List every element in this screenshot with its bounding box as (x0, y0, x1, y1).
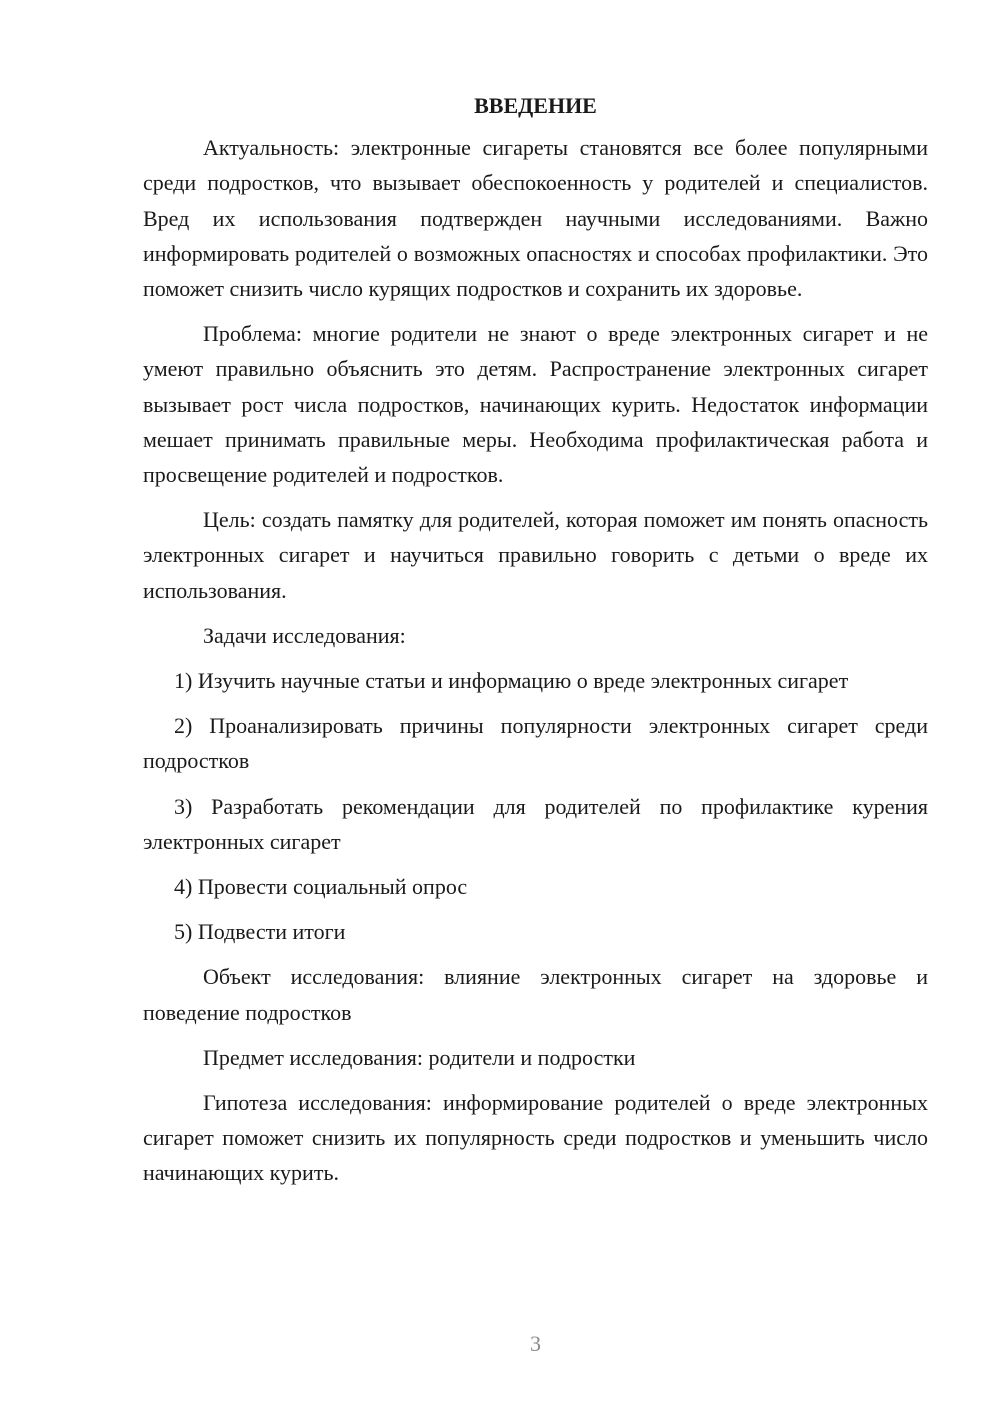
tasks-heading: Задачи исследования: (203, 622, 406, 648)
goal-paragraph: Цель: создать памятку для родителей, которая поможет им понять опасность электронных сигарет и научиться правильно говорить с детьми о вреде их использования. (143, 507, 928, 603)
page-number: 3 (530, 1331, 541, 1356)
task-item-1: 1) Изучить научные статьи и информацию о вреде электронных сигарет (174, 668, 849, 694)
relevance-paragraph: Актуальность: электронные сигареты становятся все более популярными среди подростков, что вызывает обеспокоенность у родителей и специалистов. Вред их использования подтвержден научными исследованиями. Важно информировать родителей о возможных опасностях и способах профилактики. Это поможет снизить число курящих подростков и сохранить их здоровье. (143, 135, 928, 302)
section-title: ВВЕДЕНИЕ (474, 93, 597, 118)
task-item-4: 4) Провести социальный опрос (174, 874, 468, 900)
task-item-3: 3) Разработать рекомендации для родителей по профилактике курения электронных сигарет (143, 793, 928, 854)
task-item-2: 2) Проанализировать причины популярности электронных сигарет среди подростков (143, 713, 928, 774)
subject-paragraph: Предмет исследования: родители и подростки (203, 1044, 636, 1070)
document-page (143, 88, 928, 1201)
task-item-5: 5) Подвести итоги (174, 919, 346, 945)
problem-paragraph: Проблема: многие родители не знают о вреде электронных сигарет и не умеют правильно объяснить это детям. Распространение электронных сигарет вызывает рост числа подростков, начинающих курить. Недостаток информации мешает принимать правильные меры. Необходима профилактическая работа и просвещение родителей и подростков. (143, 321, 928, 488)
object-paragraph: Объект исследования: влияние электронных сигарет на здоровье и поведение подростков (143, 964, 928, 1025)
hypothesis-paragraph: Гипотеза исследования: информирование родителей о вреде электронных сигарет поможет снизить их популярность среди подростков и уменьшить число начинающих курить. (143, 1090, 928, 1186)
